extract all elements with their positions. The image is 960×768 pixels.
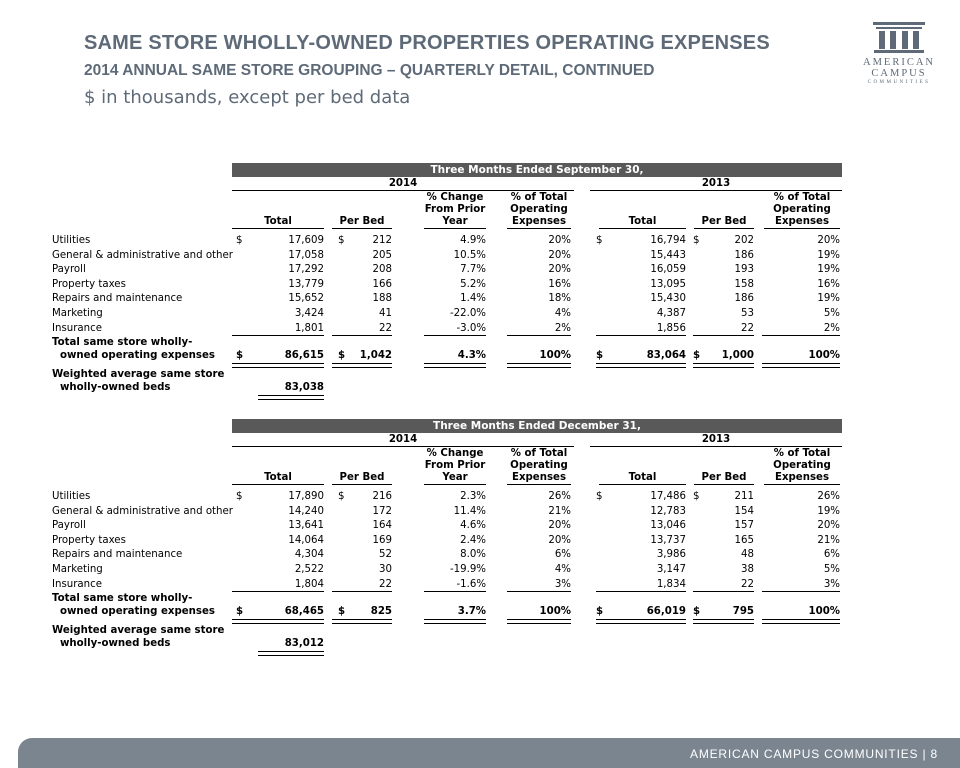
footer-bar — [18, 738, 960, 768]
currency-symbol: $ — [338, 235, 345, 246]
pct-of-total-2013: 19% — [817, 505, 840, 517]
pct-change: 2.4% — [460, 534, 486, 546]
row-label: Property taxes — [52, 534, 126, 546]
total-label-line2: owned operating expenses — [60, 350, 215, 361]
currency-symbol: $ — [693, 606, 701, 617]
pct-change: 8.0% — [460, 549, 486, 561]
currency-symbol: $ — [596, 350, 604, 361]
col-header-per-bed-prior: Per Bed — [694, 216, 754, 229]
pct-change: 11.4% — [453, 505, 486, 517]
beds-label-line2: wholly-owned beds — [60, 638, 171, 649]
per-bed-2014: 208 — [372, 264, 392, 276]
pct-of-total-2013: 20% — [817, 520, 840, 532]
pct-of-total-2014: 2% — [554, 322, 571, 334]
per-bed-2013: 154 — [734, 505, 754, 517]
pct-change: -22.0% — [449, 308, 486, 319]
col-header-total-prior: Total — [599, 216, 686, 229]
per-bed-2013: 202 — [734, 235, 754, 246]
pct-of-total-2013: 19% — [817, 249, 840, 261]
row-label: General & administrative and other — [52, 505, 233, 517]
currency-symbol: $ — [236, 606, 244, 617]
table-row — [52, 322, 842, 336]
total-row — [52, 592, 842, 620]
total-2014: 86,615 — [284, 350, 324, 361]
pct-change: 10.5% — [453, 249, 486, 261]
per-bed-2013: 22 — [741, 322, 754, 334]
total-2013: 15,443 — [650, 249, 686, 261]
footer-page-number: 8 — [930, 747, 938, 761]
total-2013: 16,794 — [650, 235, 686, 246]
per-bed-2014: 41 — [379, 308, 392, 319]
pct-change: 5.2% — [460, 278, 486, 290]
row-label: Insurance — [52, 578, 102, 590]
col-header-pct-line3: Expenses — [507, 472, 571, 485]
col-header-change-line1: % Change — [426, 448, 484, 459]
col-header-pct-prior-line1: % of Total — [773, 448, 831, 459]
currency-symbol: $ — [596, 491, 603, 502]
per-bed-2014: 205 — [372, 249, 392, 261]
total-2013: 4,387 — [656, 308, 686, 319]
total-2013: 3,986 — [656, 549, 686, 561]
per-bed-2013: 186 — [734, 293, 754, 305]
currency-symbol: $ — [693, 350, 701, 361]
pct-change: -3.0% — [456, 322, 486, 334]
pct-of-total-2013: 6% — [823, 549, 840, 561]
pct-of-total-2013: 100% — [808, 350, 840, 361]
pct-change: 1.4% — [460, 293, 486, 305]
pct-of-total-2013: 21% — [817, 534, 840, 546]
period-header: Three Months Ended December 31, — [232, 419, 842, 433]
footer-text — [690, 747, 938, 761]
row-label: Payroll — [52, 520, 86, 532]
pct-of-total-2013: 19% — [817, 264, 840, 276]
pct-of-total-2013: 26% — [817, 491, 840, 502]
table-row — [52, 563, 842, 577]
total-2013: 17,486 — [650, 491, 686, 502]
pct-of-total-2014: 6% — [554, 549, 571, 561]
table-row — [52, 578, 842, 592]
total-label-line1: Total same store wholly- — [52, 337, 193, 348]
table-row — [52, 292, 842, 306]
per-bed-2014: 172 — [372, 505, 392, 517]
beds-label-line2: wholly-owned beds — [60, 382, 171, 393]
year-header-current: 2014 — [232, 177, 574, 191]
total-2013: 13,737 — [650, 534, 686, 546]
per-bed-2013: 165 — [734, 534, 754, 546]
pct-of-total-2014: 20% — [548, 264, 571, 276]
per-bed-2014: 164 — [372, 520, 392, 532]
row-label: Utilities — [52, 235, 91, 246]
per-bed-2014: 169 — [372, 534, 392, 546]
row-label: Marketing — [52, 564, 103, 575]
col-header-per-bed: Per Bed — [332, 472, 392, 485]
pct-of-total-2014: 100% — [539, 606, 571, 617]
per-bed-2013: 158 — [734, 278, 754, 290]
currency-symbol: $ — [596, 235, 603, 246]
units-note: $ in thousands, except per bed data — [84, 87, 411, 108]
currency-symbol: $ — [693, 235, 700, 246]
total-2013: 3,147 — [656, 564, 686, 575]
table-row — [52, 534, 842, 548]
per-bed-2014: 166 — [372, 278, 392, 290]
col-header-pct-line2: Operating — [510, 204, 568, 215]
per-bed-2013: 193 — [734, 264, 754, 276]
col-header-total: Total — [232, 472, 324, 485]
row-label: Insurance — [52, 322, 102, 334]
currency-symbol: $ — [693, 491, 700, 502]
per-bed-2014: 212 — [372, 235, 392, 246]
footer-company: AMERICAN CAMPUS COMMUNITIES — [690, 747, 919, 761]
col-header-pct-prior-line2: Operating — [773, 204, 831, 215]
weighted-beds-value: 83,012 — [284, 638, 324, 649]
col-header-total-prior: Total — [599, 472, 686, 485]
total-2014: 17,292 — [288, 264, 324, 276]
year-header-prior: 2013 — [590, 433, 842, 447]
pct-of-total-2013: 3% — [823, 578, 840, 590]
col-header-pct-prior-line3: Expenses — [764, 472, 840, 485]
logo-text-american: AMERICAN — [862, 57, 935, 68]
pct-of-total-2014: 16% — [548, 278, 571, 290]
total-2013: 13,046 — [650, 520, 686, 532]
col-header-pct-line1: % of Total — [510, 192, 568, 203]
pct-of-total-2014: 18% — [548, 293, 571, 305]
row-label: Utilities — [52, 491, 91, 502]
col-header-per-bed-prior: Per Bed — [694, 472, 754, 485]
total-2013: 13,095 — [650, 278, 686, 290]
pct-change: 4.9% — [460, 235, 486, 246]
page-subtitle: 2014 ANNUAL SAME STORE GROUPING – QUARTERLY DETAIL, CONTINUED — [84, 62, 655, 79]
pct-change: 2.3% — [460, 491, 486, 502]
pct-of-total-2014: 3% — [554, 578, 571, 590]
pct-of-total-2014: 20% — [548, 520, 571, 532]
col-header-pct-prior-line2: Operating — [773, 460, 831, 471]
per-bed-2014: 188 — [372, 293, 392, 305]
columns-logo-icon — [871, 20, 927, 54]
total-row — [52, 336, 842, 364]
pct-of-total-2014: 100% — [539, 350, 571, 361]
table-row — [52, 307, 842, 321]
logo-text-communities: COMMUNITIES — [867, 80, 931, 85]
row-label: Repairs and maintenance — [52, 293, 183, 305]
total-2014: 2,522 — [294, 564, 324, 575]
per-bed-2013: 1,000 — [721, 350, 754, 361]
table-row — [52, 505, 842, 519]
total-2014: 17,609 — [288, 235, 324, 246]
pct-change: -19.9% — [449, 564, 486, 575]
col-header-pct-line2: Operating — [510, 460, 568, 471]
total-label-line1: Total same store wholly- — [52, 593, 193, 604]
pct-change: 7.7% — [460, 264, 486, 276]
col-header-change-line3: Year — [424, 216, 486, 229]
pct-of-total-2013: 16% — [817, 278, 840, 290]
per-bed-2013: 53 — [741, 308, 754, 319]
table-row — [52, 249, 842, 263]
row-label: Marketing — [52, 308, 103, 319]
currency-symbol: $ — [338, 350, 346, 361]
total-2013: 83,064 — [646, 350, 686, 361]
col-header-pct-line1: % of Total — [510, 448, 568, 459]
beds-label-line1: Weighted average same store — [52, 369, 225, 380]
per-bed-2013: 38 — [741, 564, 754, 575]
per-bed-2013: 157 — [734, 520, 754, 532]
beds-double-rule — [258, 395, 324, 400]
pct-of-total-2014: 4% — [554, 308, 571, 319]
pct-of-total-2014: 20% — [548, 235, 571, 246]
total-label-line2: owned operating expenses — [60, 606, 215, 617]
per-bed-2013: 186 — [734, 249, 754, 261]
currency-symbol: $ — [338, 491, 345, 502]
currency-symbol: $ — [338, 606, 346, 617]
row-label: Payroll — [52, 264, 86, 276]
currency-symbol: $ — [236, 491, 243, 502]
total-2013: 12,783 — [650, 505, 686, 517]
per-bed-2013: 795 — [732, 606, 754, 617]
weighted-beds-value: 83,038 — [284, 382, 324, 393]
pct-of-total-2014: 20% — [548, 534, 571, 546]
total-2014: 13,641 — [288, 520, 324, 532]
table-row — [52, 234, 842, 248]
beds-row — [52, 624, 842, 652]
pct-of-total-2013: 100% — [808, 606, 840, 617]
total-2013: 1,856 — [656, 322, 686, 334]
table-row — [52, 490, 842, 504]
total-2014: 13,779 — [288, 278, 324, 290]
year-header-prior: 2013 — [590, 177, 842, 191]
per-bed-2014: 825 — [370, 606, 392, 617]
col-header-total: Total — [232, 216, 324, 229]
period-header: Three Months Ended September 30, — [232, 163, 842, 177]
per-bed-2014: 1,042 — [359, 350, 392, 361]
per-bed-2013: 48 — [741, 549, 754, 561]
beds-label-line1: Weighted average same store — [52, 625, 225, 636]
pct-of-total-2013: 20% — [817, 235, 840, 246]
col-header-pct-line3: Expenses — [507, 216, 571, 229]
per-bed-2014: 216 — [372, 491, 392, 502]
pct-of-total-2013: 19% — [817, 293, 840, 305]
logo-text-campus: CAMPUS — [871, 68, 927, 79]
col-header-per-bed: Per Bed — [332, 216, 392, 229]
per-bed-2013: 211 — [734, 491, 754, 502]
per-bed-2014: 52 — [379, 549, 392, 561]
total-2013: 66,019 — [646, 606, 686, 617]
pct-change: -1.6% — [456, 578, 486, 590]
col-header-change-line3: Year — [424, 472, 486, 485]
table-row — [52, 263, 842, 277]
total-2014: 15,652 — [288, 293, 324, 305]
total-2014: 17,058 — [288, 249, 324, 261]
currency-symbol: $ — [596, 606, 604, 617]
pct-of-total-2013: 5% — [823, 308, 840, 319]
total-2014: 1,801 — [294, 322, 324, 334]
currency-symbol: $ — [236, 350, 244, 361]
pct-of-total-2014: 4% — [554, 564, 571, 575]
table-row — [52, 278, 842, 292]
pct-of-total-2014: 21% — [548, 505, 571, 517]
table-row — [52, 519, 842, 533]
per-bed-2014: 22 — [379, 322, 392, 334]
beds-row — [52, 368, 842, 396]
total-2014: 3,424 — [294, 308, 324, 319]
pct-change: 4.3% — [457, 350, 486, 361]
beds-double-rule — [258, 651, 324, 656]
pct-of-total-2013: 2% — [823, 322, 840, 334]
pct-change: 3.7% — [457, 606, 486, 617]
currency-symbol: $ — [236, 235, 243, 246]
per-bed-2014: 30 — [379, 564, 392, 575]
total-2013: 1,834 — [656, 578, 686, 590]
total-2014: 1,804 — [294, 578, 324, 590]
col-header-change-line2: From Prior — [424, 460, 486, 471]
total-2014: 68,465 — [284, 606, 324, 617]
total-2014: 4,304 — [294, 549, 324, 561]
page-title: SAME STORE WHOLLY-OWNED PROPERTIES OPERATING EXPENSES — [84, 32, 770, 54]
total-2013: 15,430 — [650, 293, 686, 305]
col-header-pct-prior-line1: % of Total — [773, 192, 831, 203]
col-header-change-line1: % Change — [426, 192, 484, 203]
footer-separator: | — [922, 747, 927, 761]
pct-change: 4.6% — [460, 520, 486, 532]
row-label: General & administrative and other — [52, 249, 233, 261]
pct-of-total-2013: 5% — [823, 564, 840, 575]
col-header-change-line2: From Prior — [424, 204, 486, 215]
total-2014: 14,240 — [288, 505, 324, 517]
pct-of-total-2014: 20% — [548, 249, 571, 261]
total-2013: 16,059 — [650, 264, 686, 276]
table-row — [52, 548, 842, 562]
per-bed-2014: 22 — [379, 578, 392, 590]
year-header-current: 2014 — [232, 433, 574, 447]
pct-of-total-2014: 26% — [548, 491, 571, 502]
total-2014: 14,064 — [288, 534, 324, 546]
col-header-pct-prior-line3: Expenses — [764, 216, 840, 229]
company-logo — [862, 20, 936, 90]
row-label: Property taxes — [52, 278, 126, 290]
row-label: Repairs and maintenance — [52, 549, 183, 561]
per-bed-2013: 22 — [741, 578, 754, 590]
total-2014: 17,890 — [288, 491, 324, 502]
